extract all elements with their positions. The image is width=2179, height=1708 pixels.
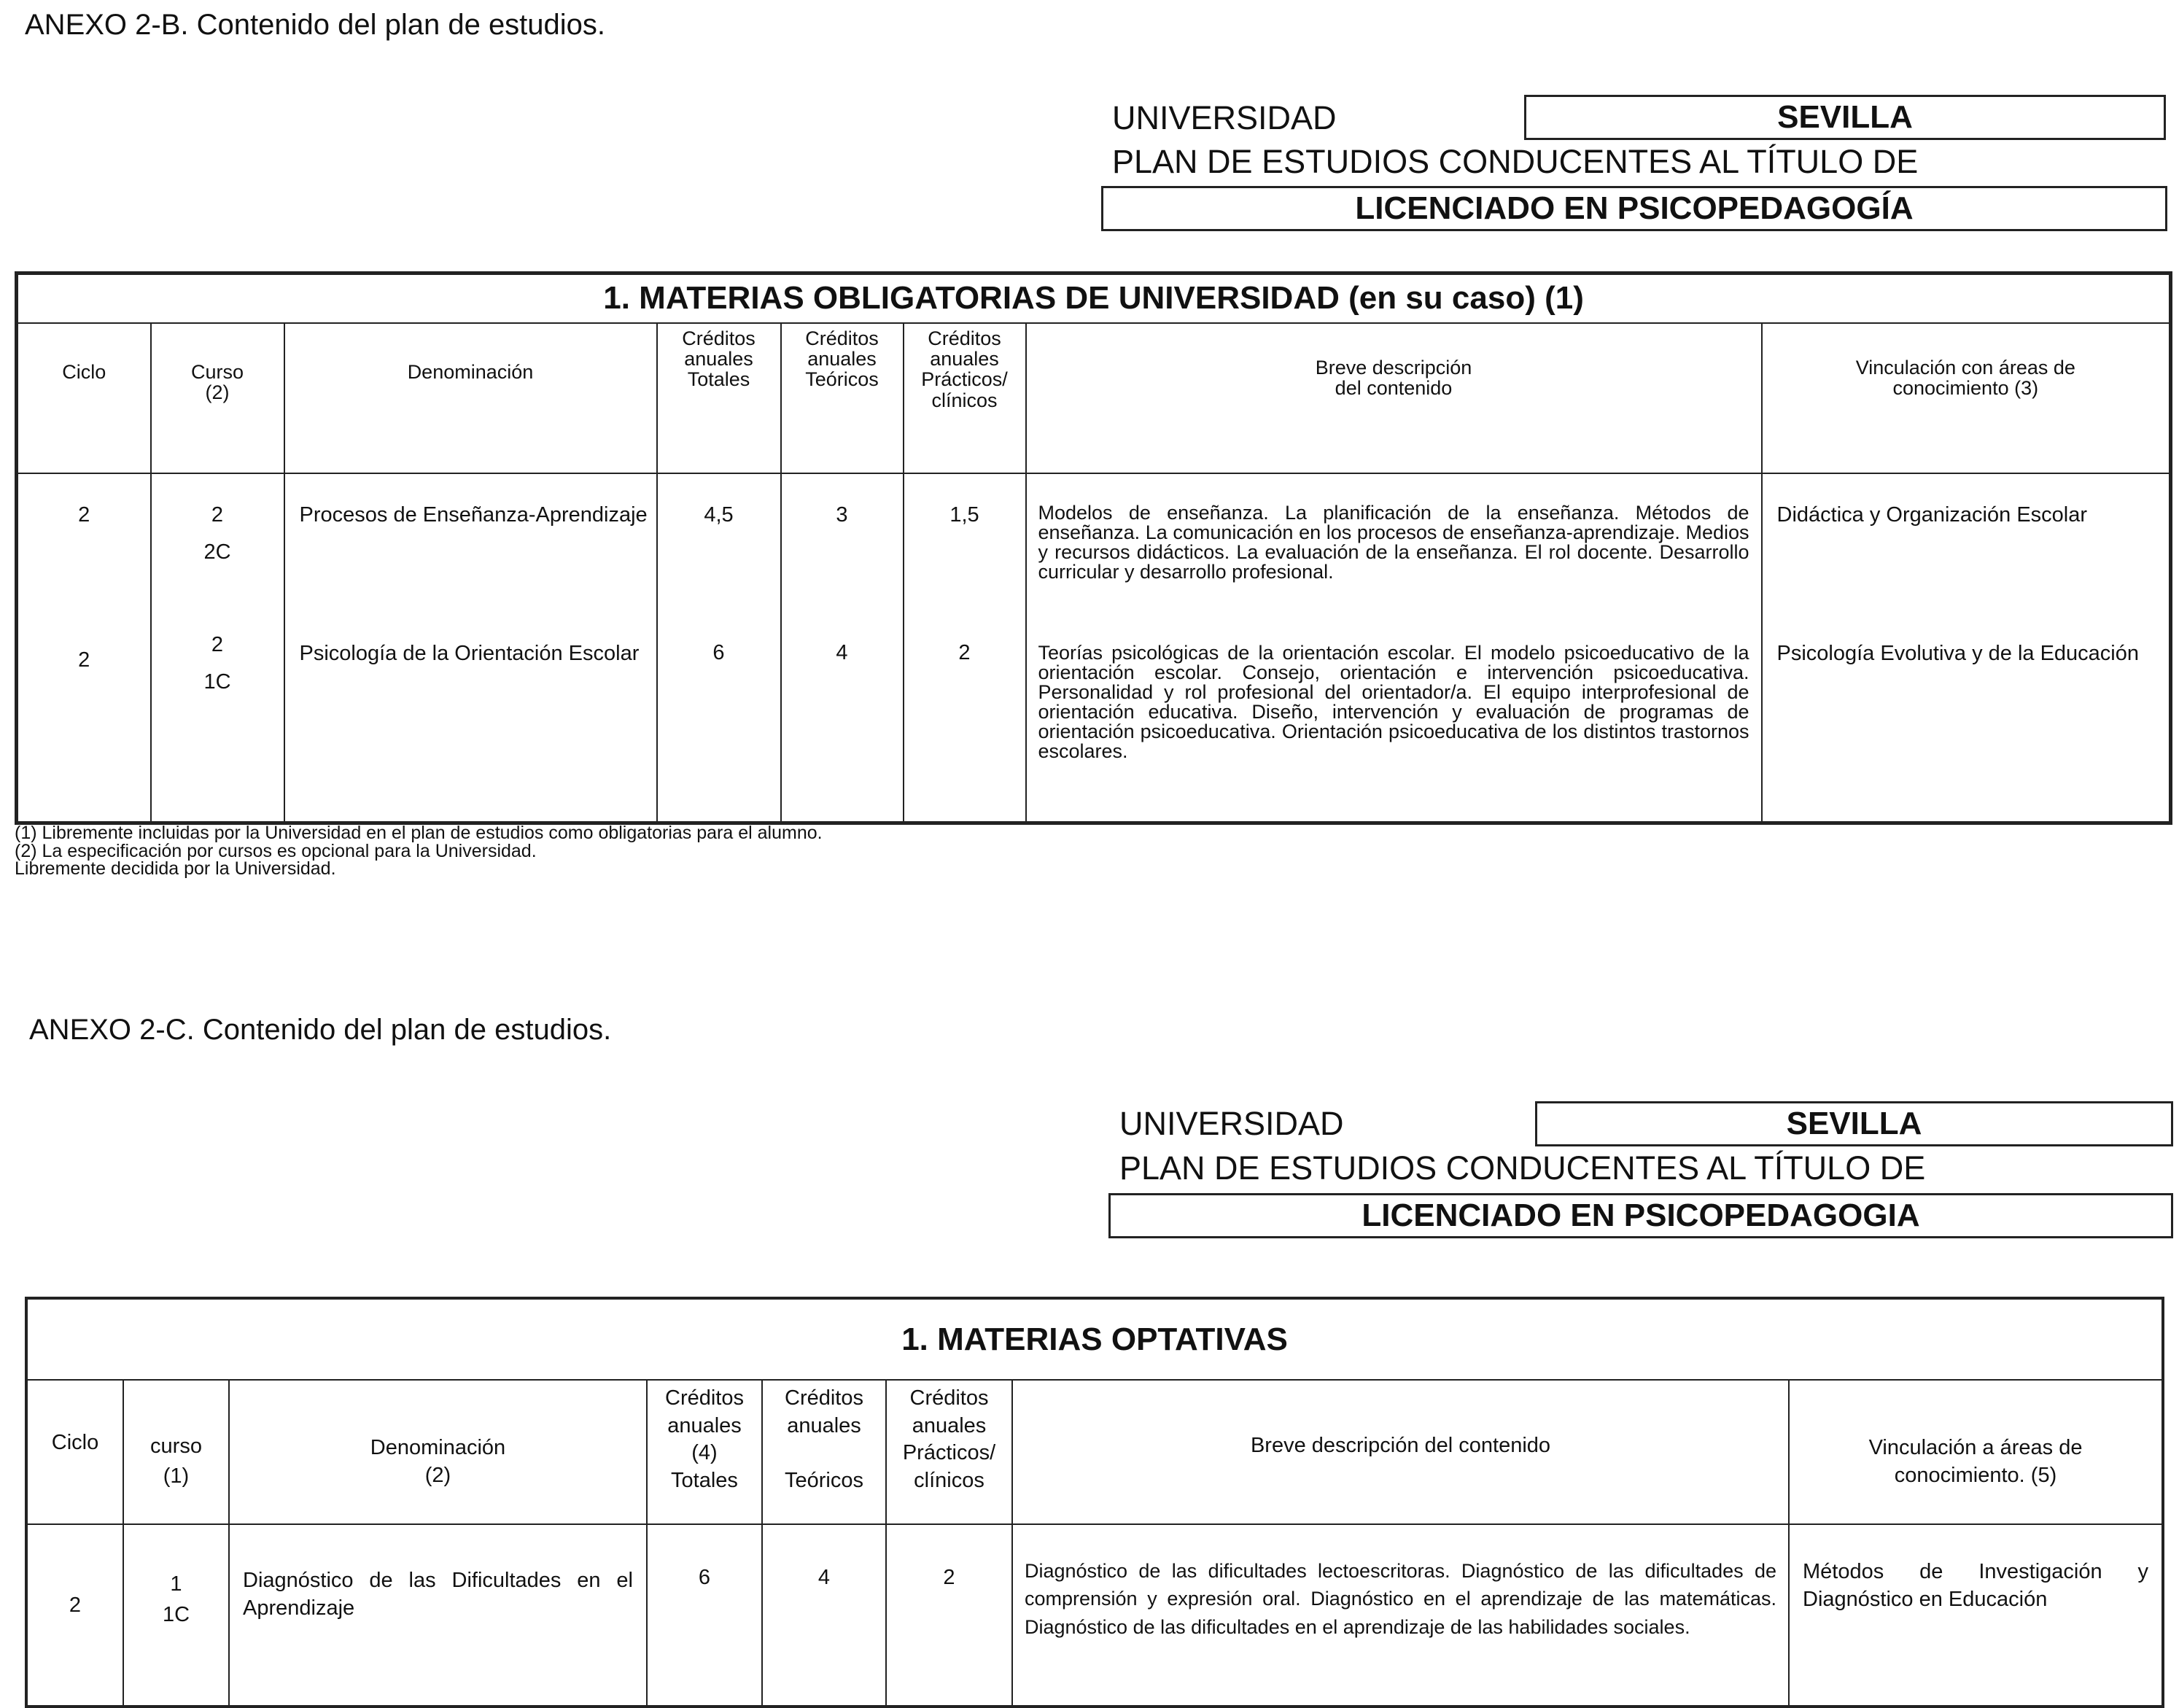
header-creditos-totales: Créditos anuales (4) Totales [647,1380,762,1524]
header-descripcion: Breve descripción del contenido [1026,323,1762,473]
annex-c-plan-line: PLAN DE ESTUDIOS CONDUCENTES AL TÍTULO DE [1119,1149,1926,1187]
header-creditos-practicos: Créditos anuales Prácticos/ clínicos [904,323,1026,473]
row-descripcion: Modelos de enseñanza. La planificación de la enseñanza. Métodos de enseñanza. La comunicación en los procesos de enseñanza-aprendizaje. Medios y recursos didácticos. La evaluación de la enseñanza. El rol docente. Desarrollo curricular y desarrollo profesional. Teorías psicológicas de la orientación escolar. El modelo psicoeducativo de la orientación escolar. Consejo, orientación e intervención psicoeducativa. Personalidad y rol profesional del orientador/a. El equipo interprofesional de orientación educativa. Diseño, intervención y evaluación de programas de orientación psicoeducativa. Orientación psicoeducativa de los distintos trastornos escolares. [1026,473,1762,823]
row-vinculacion: Didáctica y Organización Escolar Psicología Evolutiva y de la Educación [1762,473,2171,823]
header-creditos-teoricos: Créditos anuales Teóricos [762,1380,886,1524]
header-curso: curso (1) [123,1380,229,1524]
header-denominacion: Denominación [284,323,657,473]
annex-b-university-name: SEVILLA [1777,99,1913,135]
header-creditos-teoricos: Créditos anuales Teóricos [781,323,904,473]
header-vinculacion: Vinculación con áreas de conocimiento (3) [1762,323,2171,473]
annex-c-table [25,1297,2164,1708]
row-totales: 6 [647,1524,762,1707]
header-curso: Curso (2) [151,323,284,473]
table-row [17,473,2171,823]
annex-b-degree-box [1101,186,2167,231]
annex-b-degree: LICENCIADO EN PSICOPEDAGOGÍA [1355,190,1914,226]
row-vinculacion: Métodos de Investigación y Diagnóstico en Educación [1789,1524,2163,1707]
annex-b-university-label: UNIVERSIDAD [1112,99,1337,136]
row-totales: 4,5 6 [657,473,781,823]
annex-c-title: ANEXO 2-C. Contenido del plan de estudios. [29,1014,612,1046]
annex-b-university-box [1524,95,2166,140]
footnote-1: (1) Libremente incluidas por la Universidad en el plan de estudios como obligatorias para el alumno. [15,823,823,843]
row-practicos: 1,5 2 [904,473,1026,823]
row-descripcion: Diagnóstico de las dificultades lectoescritoras. Diagnóstico de las dificultades de comprensión y expresión oral. Diagnóstico en el aprendizaje de las matemáticas. Diagnóstico de las dificultades en el aprendizaje de las habilidades sociales. [1012,1524,1789,1707]
annex-b-section-title: 1. MATERIAS OBLIGATORIAS DE UNIVERSIDAD (en su caso) (1) [17,273,2171,323]
row-teoricos: 3 4 [781,473,904,823]
row-denominacion: Procesos de Enseñanza-Aprendizaje Psicología de la Orientación Escolar [284,473,657,823]
row-curso: 1 1C [123,1524,229,1707]
annex-b-footnotes [15,824,823,878]
header-ciclo: Ciclo [17,323,151,473]
row-curso: 2 2C 2 1C [151,473,284,823]
row-denominacion: Diagnóstico de las Dificultades en el Aprendizaje [229,1524,647,1707]
header-creditos-totales: Créditos anuales Totales [657,323,781,473]
row-practicos: 2 [886,1524,1012,1707]
annex-c-university-label: UNIVERSIDAD [1119,1105,1344,1142]
row-ciclo: 2 [26,1524,123,1707]
annex-b-title: ANEXO 2-B. Contenido del plan de estudios. [25,9,606,41]
header-creditos-practicos: Créditos anuales Prácticos/ clínicos [886,1380,1012,1524]
annex-c-degree-box [1108,1193,2173,1238]
annex-c-degree: LICENCIADO EN PSICOPEDAGOGIA [1362,1197,1920,1233]
header-denominacion: Denominación (2) [229,1380,647,1524]
annex-c-university-name: SEVILLA [1786,1106,1922,1141]
table-row [26,1524,2163,1707]
footnote-3: Libremente decidida por la Universidad. [15,858,336,879]
row-teoricos: 4 [762,1524,886,1707]
annex-c-section-title: 1. MATERIAS OPTATIVAS [26,1298,2163,1380]
footnote-2: (2) La especificación por cursos es opcional para la Universidad. [15,840,537,861]
header-descripcion: Breve descripción del contenido [1012,1380,1789,1524]
header-ciclo: Ciclo [26,1380,123,1524]
annex-b-plan-line: PLAN DE ESTUDIOS CONDUCENTES AL TÍTULO DE [1112,143,1919,180]
annex-b-table [15,271,2172,825]
row-ciclo: 2 2 [17,473,151,823]
annex-c-university-box [1535,1101,2173,1146]
header-vinculacion: Vinculación a áreas de conocimiento. (5) [1789,1380,2163,1524]
